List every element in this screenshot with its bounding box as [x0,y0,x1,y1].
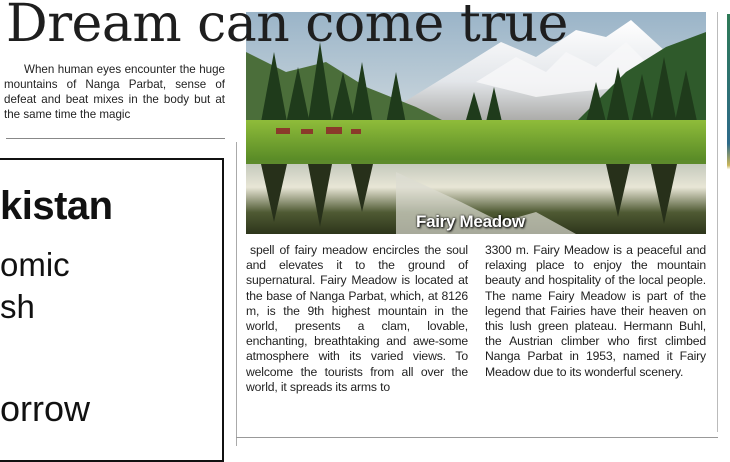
bottom-divider [236,437,718,438]
article-headline: Dream can come true [6,0,568,54]
intro-divider [6,138,225,139]
column-divider [236,142,237,446]
ad-line: omic [0,246,70,283]
photo-caption: Fairy Meadow [416,212,525,231]
adjacent-ad-box [0,158,224,462]
article-intro: When human eyes encounter the huge mountains of Nanga Parbat, sense of defeat and beat mixes in the body but at the same time the magic [4,63,225,121]
article-column-2: 3300 m. Fairy Meadow is a peaceful and relaxing place to enjoy the mountain beauty and hospitality of the local people. The name Fairy Meadow is part of the legend that Fairies have their heaven on this lush green plateau. Hermann Buhl, the Austrian climber who first climbed Nanga Parbat in 1953, named it Fairy Meadow due to its wonderful scenery. [485,243,706,379]
article-column-1: spell of fairy meadow encircles the soul and elevates it to the ground of supernatural. Fairy Meadow is located at the base of Nanga Parbat, which, at 8126 m, is the 9th highest mountain in the world, presents a clam, lovable, enchanting, breathtaking and awe-some atmosphere with its varied views. To welcome the tourists from all over the world, it spreads its arms to [246,243,468,394]
ad-line: sh [0,288,35,325]
page-divider [717,12,718,432]
ad-line: orrow [0,388,91,429]
ad-line: kistan [0,184,113,228]
